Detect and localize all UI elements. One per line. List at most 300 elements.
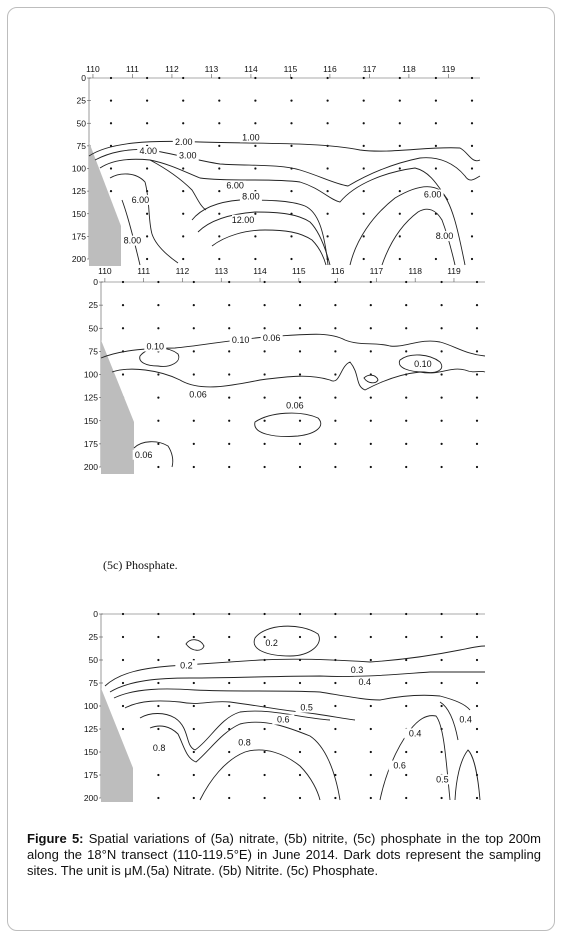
sampling-dot <box>441 636 443 638</box>
sampling-dot <box>228 636 230 638</box>
x-tick-label: 115 <box>283 64 298 74</box>
sampling-dot <box>363 190 365 192</box>
sampling-dot <box>334 728 336 730</box>
sampling-dot <box>370 751 372 753</box>
sampling-dot <box>476 682 478 684</box>
sampling-dot <box>471 77 473 79</box>
x-tick-labels <box>86 64 455 78</box>
y-tick-labels <box>84 277 103 472</box>
y-tick-label: 125 <box>83 392 98 403</box>
sampling-dot <box>299 327 301 329</box>
sampling-dot <box>405 797 407 799</box>
sampling-dot <box>264 728 266 730</box>
sampling-dot <box>405 659 407 661</box>
x-tick-label: 113 <box>214 266 229 276</box>
contour-label: 6.00 <box>423 189 442 200</box>
sampling-dot <box>218 190 220 192</box>
sampling-dot <box>299 304 301 306</box>
sampling-dot <box>157 613 159 615</box>
sampling-dot <box>122 327 124 329</box>
sampling-dot <box>193 443 195 445</box>
sampling-dot <box>228 373 230 375</box>
sampling-dot <box>476 636 478 638</box>
sampling-dot <box>476 466 478 468</box>
contour-label: 0.3 <box>350 664 364 675</box>
sampling-dot <box>363 77 365 79</box>
y-tick-labels <box>72 73 91 264</box>
contour-label: 2.00 <box>175 136 193 147</box>
sampling-dot <box>471 145 473 147</box>
sampling-dot <box>299 774 301 776</box>
y-tick-label: 25 <box>88 632 98 642</box>
sampling-dot <box>299 636 301 638</box>
sampling-dot <box>370 304 372 306</box>
sampling-dot <box>254 258 256 260</box>
sampling-dot <box>264 751 266 753</box>
sampling-dot <box>399 258 401 260</box>
sampling-dot <box>435 122 437 124</box>
x-tick-labels <box>98 266 461 282</box>
sampling-dot <box>476 350 478 352</box>
sampling-dot <box>182 258 184 260</box>
sampling-dot <box>228 797 230 799</box>
phosphate-contour-panel <box>0 600 564 804</box>
sampling-dot <box>471 122 473 124</box>
sampling-dot <box>218 145 220 147</box>
land-mask <box>101 340 134 474</box>
sampling-dot <box>399 145 401 147</box>
x-tick-label: 116 <box>323 64 337 74</box>
sampling-dot <box>290 77 292 79</box>
sampling-dot <box>228 613 230 615</box>
panel-c-label: (5c) Phosphate. <box>103 558 178 572</box>
sampling-dot <box>476 327 478 329</box>
sampling-dot <box>405 420 407 422</box>
x-tick-label: 110 <box>98 266 112 276</box>
x-tick-label: 117 <box>369 266 384 276</box>
sampling-dot <box>157 659 159 661</box>
contour-0-2-small <box>186 640 204 651</box>
sampling-dot <box>264 420 266 422</box>
sampling-dot <box>264 774 266 776</box>
sampling-dot <box>264 466 266 468</box>
contour-label: 0.10 <box>231 335 250 346</box>
contour-label: 0.06 <box>286 400 304 411</box>
sampling-dot <box>254 213 256 215</box>
sampling-dot <box>146 167 148 169</box>
sampling-dot <box>441 373 443 375</box>
sampling-dot <box>254 235 256 237</box>
contour-lines <box>105 626 485 800</box>
sampling-dot <box>476 705 478 707</box>
sampling-dot <box>193 728 195 730</box>
sampling-dot <box>264 613 266 615</box>
x-tick-label: 115 <box>292 266 306 276</box>
x-tick-label: 112 <box>175 266 190 276</box>
sampling-dot <box>471 213 473 215</box>
sampling-dot <box>228 466 230 468</box>
sampling-dot <box>441 420 443 422</box>
sampling-dot <box>327 77 329 79</box>
contour-label: 0.06 <box>134 449 153 460</box>
sampling-dot <box>182 77 184 79</box>
sampling-dot <box>228 774 230 776</box>
y-tick-label: 200 <box>83 793 98 803</box>
sampling-dot <box>110 122 112 124</box>
sampling-dot <box>405 466 407 468</box>
x-tick-label: 114 <box>253 266 267 276</box>
sampling-dot <box>363 167 365 169</box>
sampling-dot <box>370 613 372 615</box>
sampling-dot <box>218 77 220 79</box>
contour-label: 8.00 <box>242 191 260 202</box>
sampling-dot <box>441 466 443 468</box>
sampling-dot <box>370 327 372 329</box>
sampling-dot <box>334 682 336 684</box>
sampling-dot <box>334 350 336 352</box>
sampling-dot <box>441 350 443 352</box>
sampling-dot <box>471 190 473 192</box>
sampling-dot <box>218 167 220 169</box>
sampling-dot <box>476 751 478 753</box>
contour-label: 0.4 <box>358 676 372 687</box>
sampling-dot <box>471 258 473 260</box>
sampling-dot <box>405 327 407 329</box>
sampling-dot <box>299 350 301 352</box>
contour-label: 4.00 <box>139 146 158 157</box>
sampling-dot <box>476 420 478 422</box>
sampling-dot <box>405 281 407 283</box>
contour-0-4 <box>114 689 470 710</box>
x-tick-label: 117 <box>362 64 377 74</box>
y-tick-label: 75 <box>88 346 98 357</box>
x-tick-label: 118 <box>408 266 422 276</box>
x-tick-label: 114 <box>244 64 258 74</box>
contour-label: 6.00 <box>131 194 150 205</box>
sampling-dot <box>264 797 266 799</box>
y-tick-label: 175 <box>83 438 98 449</box>
sampling-dot <box>370 797 372 799</box>
contour-3-00 <box>150 160 206 210</box>
sampling-dot <box>122 636 124 638</box>
sampling-dot <box>476 797 478 799</box>
sampling-dot <box>435 145 437 147</box>
sampling-dot <box>122 682 124 684</box>
sampling-dot <box>327 213 329 215</box>
sampling-dot <box>405 613 407 615</box>
sampling-dot <box>327 235 329 237</box>
y-tick-label: 125 <box>71 186 86 197</box>
sampling-dot <box>370 728 372 730</box>
sampling-dot <box>110 190 112 192</box>
sampling-dot <box>228 327 230 329</box>
sampling-dot <box>334 397 336 399</box>
sampling-dot <box>476 443 478 445</box>
sampling-dot <box>218 100 220 102</box>
contour-label: 0.8 <box>152 743 166 754</box>
y-tick-label: 0 <box>93 277 98 287</box>
sampling-dot <box>122 728 124 730</box>
sampling-dot <box>334 281 336 283</box>
sampling-dot <box>299 397 301 399</box>
contour-6-00-mid <box>192 200 328 265</box>
sampling-dot <box>254 122 256 124</box>
sampling-dot <box>182 100 184 102</box>
sampling-dot <box>264 281 266 283</box>
sampling-dot <box>218 122 220 124</box>
sampling-dot <box>157 728 159 730</box>
sampling-dot <box>290 100 292 102</box>
sampling-dot <box>228 397 230 399</box>
sampling-dot <box>157 466 159 468</box>
sampling-dot <box>363 122 365 124</box>
sampling-dot <box>405 774 407 776</box>
y-tick-label: 75 <box>88 678 98 688</box>
sampling-dot <box>363 213 365 215</box>
sampling-dot <box>182 213 184 215</box>
y-tick-label: 50 <box>88 323 98 334</box>
x-tick-label: 113 <box>204 64 219 74</box>
sampling-dot <box>193 682 195 684</box>
sampling-dot <box>193 304 195 306</box>
sampling-dot <box>441 613 443 615</box>
sampling-dot <box>193 797 195 799</box>
sampling-dot <box>405 397 407 399</box>
sampling-dot <box>441 443 443 445</box>
sampling-dot <box>157 397 159 399</box>
sampling-dot <box>399 190 401 192</box>
sampling-dot <box>193 751 195 753</box>
sampling-dot <box>146 77 148 79</box>
sampling-dot <box>370 466 372 468</box>
sampling-dot <box>441 327 443 329</box>
sampling-dot <box>476 728 478 730</box>
sampling-dot <box>476 281 478 283</box>
sampling-dot <box>254 100 256 102</box>
y-tick-labels <box>84 609 103 803</box>
land-mask <box>89 142 121 266</box>
contour-0-2-main <box>105 646 485 686</box>
sampling-dot <box>193 613 195 615</box>
sampling-dot <box>435 258 437 260</box>
x-tick-label: 110 <box>86 64 100 74</box>
caption-label: Figure 5: <box>27 831 84 846</box>
sampling-dot <box>193 420 195 422</box>
sampling-dot <box>182 190 184 192</box>
sampling-dot <box>182 235 184 237</box>
sampling-dot <box>370 659 372 661</box>
sampling-dot <box>334 797 336 799</box>
sampling-dot <box>122 613 124 615</box>
sampling-dot <box>157 281 159 283</box>
contour-label: 1.00 <box>242 132 260 143</box>
sampling-dot <box>370 397 372 399</box>
sampling-dot <box>370 774 372 776</box>
sampling-dot <box>441 304 443 306</box>
sampling-dot <box>228 420 230 422</box>
sampling-dot <box>334 613 336 615</box>
sampling-dot <box>441 682 443 684</box>
sampling-dot <box>146 258 148 260</box>
sampling-dot <box>218 235 220 237</box>
contour-label: 0.06 <box>262 333 281 344</box>
sampling-dot <box>441 797 443 799</box>
sampling-dot <box>399 100 401 102</box>
sampling-dot <box>399 167 401 169</box>
sampling-dot <box>193 327 195 329</box>
sampling-dot <box>182 122 184 124</box>
sampling-dot <box>157 797 159 799</box>
y-tick-label: 150 <box>83 415 98 426</box>
sampling-dot <box>370 350 372 352</box>
contour-label: 0.2 <box>180 660 193 671</box>
contour-6-00-right <box>350 187 465 265</box>
sampling-dot <box>228 659 230 661</box>
sampling-dot <box>435 167 437 169</box>
contour-label: 6.00 <box>226 180 244 191</box>
sampling-dot <box>299 797 301 799</box>
sampling-dot <box>334 373 336 375</box>
sampling-dot <box>218 258 220 260</box>
sampling-dot <box>193 350 195 352</box>
contour-label: 0.4 <box>408 728 422 739</box>
y-tick-label: 100 <box>83 701 98 711</box>
sampling-dot <box>327 122 329 124</box>
sampling-dot <box>122 281 124 283</box>
sampling-dot <box>363 145 365 147</box>
contour-value-labels <box>148 638 476 784</box>
contour-label: 3.00 <box>178 150 197 161</box>
y-tick-label: 50 <box>88 655 98 665</box>
sampling-dot <box>110 77 112 79</box>
contour-label: 0.5 <box>436 774 449 785</box>
sampling-dot <box>327 190 329 192</box>
sampling-dot <box>228 281 230 283</box>
sampling-dot <box>157 373 159 375</box>
y-tick-label: 100 <box>83 369 98 380</box>
caption-text: Spatial variations of (5a) nitrate, (5b) nitrite, (5c) phosphate in the top 200m along the 18°N transect (110-119.5°E) in June 2014. Dark dots represent the sampling sites. The unit is μM.(5a) Nitrate. (5b) Nitrite. (5c) Phosphate. <box>27 831 541 878</box>
sampling-dot <box>254 145 256 147</box>
sampling-dot <box>228 705 230 707</box>
sampling-dot <box>327 100 329 102</box>
sampling-dot <box>405 636 407 638</box>
sampling-dot <box>299 443 301 445</box>
sampling-dot <box>370 636 372 638</box>
sampling-dot <box>399 122 401 124</box>
y-tick-label: 0 <box>81 73 86 83</box>
sampling-dot <box>476 659 478 661</box>
sampling-dot <box>146 213 148 215</box>
sampling-dot <box>476 397 478 399</box>
nitrite-contour-panel <box>0 262 564 474</box>
x-tick-label: 112 <box>165 64 179 74</box>
y-tick-label: 125 <box>83 724 98 734</box>
sampling-dot <box>471 167 473 169</box>
sampling-dot <box>441 281 443 283</box>
sampling-dot <box>264 373 266 375</box>
sampling-dot <box>193 774 195 776</box>
y-tick-label: 175 <box>71 231 86 242</box>
x-tick-label: 118 <box>402 64 416 74</box>
sampling-dot <box>299 373 301 375</box>
y-tick-label: 25 <box>88 300 98 311</box>
contour-small-loop <box>364 375 378 383</box>
y-tick-label: 75 <box>76 140 86 151</box>
sampling-dot <box>334 751 336 753</box>
sampling-dot <box>405 304 407 306</box>
sampling-dots <box>122 281 478 468</box>
sampling-dot <box>157 304 159 306</box>
y-tick-label: 25 <box>76 95 86 106</box>
sampling-dot <box>157 420 159 422</box>
sampling-dot <box>110 167 112 169</box>
sampling-dot <box>405 682 407 684</box>
y-tick-label: 200 <box>71 254 86 264</box>
sampling-dot <box>290 235 292 237</box>
sampling-dot <box>290 145 292 147</box>
sampling-dot <box>290 122 292 124</box>
sampling-dot <box>157 443 159 445</box>
contour-label: 0.06 <box>189 389 207 400</box>
contour-label: 0.6 <box>277 714 290 725</box>
sampling-dot <box>157 682 159 684</box>
sampling-dot <box>370 705 372 707</box>
sampling-dot <box>370 443 372 445</box>
x-tick-label: 119 <box>447 266 461 276</box>
y-tick-label: 150 <box>71 208 86 219</box>
sampling-dot <box>441 397 443 399</box>
contour-label: 0.6 <box>393 760 406 771</box>
contour-0-5 <box>125 701 355 720</box>
x-tick-label: 116 <box>330 266 345 276</box>
contour-label: 0.5 <box>300 702 313 713</box>
sampling-dot <box>228 443 230 445</box>
sampling-dot <box>254 77 256 79</box>
sampling-dot <box>370 281 372 283</box>
sampling-dot <box>193 281 195 283</box>
sampling-dot <box>405 751 407 753</box>
contour-12-00 <box>212 230 326 265</box>
sampling-dot <box>334 443 336 445</box>
sampling-dot <box>370 420 372 422</box>
sampling-dot <box>122 705 124 707</box>
sampling-dot <box>405 705 407 707</box>
sampling-dot <box>363 258 365 260</box>
sampling-dot <box>299 613 301 615</box>
contour-value-labels <box>121 132 455 245</box>
sampling-dot <box>146 100 148 102</box>
sampling-dot <box>476 304 478 306</box>
y-tick-label: 100 <box>71 163 86 174</box>
sampling-dot <box>290 190 292 192</box>
sampling-dot <box>228 304 230 306</box>
x-tick-label: 111 <box>137 266 151 276</box>
sampling-dot <box>193 466 195 468</box>
sampling-dot <box>264 350 266 352</box>
sampling-dot <box>334 636 336 638</box>
sampling-dot <box>435 77 437 79</box>
sampling-dot <box>334 327 336 329</box>
sampling-dot <box>399 235 401 237</box>
sampling-dot <box>476 613 478 615</box>
sampling-dot <box>441 659 443 661</box>
sampling-dot <box>157 705 159 707</box>
contour-label: 0.8 <box>238 737 251 748</box>
y-tick-label: 50 <box>76 118 86 129</box>
sampling-dot <box>218 213 220 215</box>
sampling-dot <box>334 705 336 707</box>
nitrate-contour-panel <box>0 60 564 270</box>
